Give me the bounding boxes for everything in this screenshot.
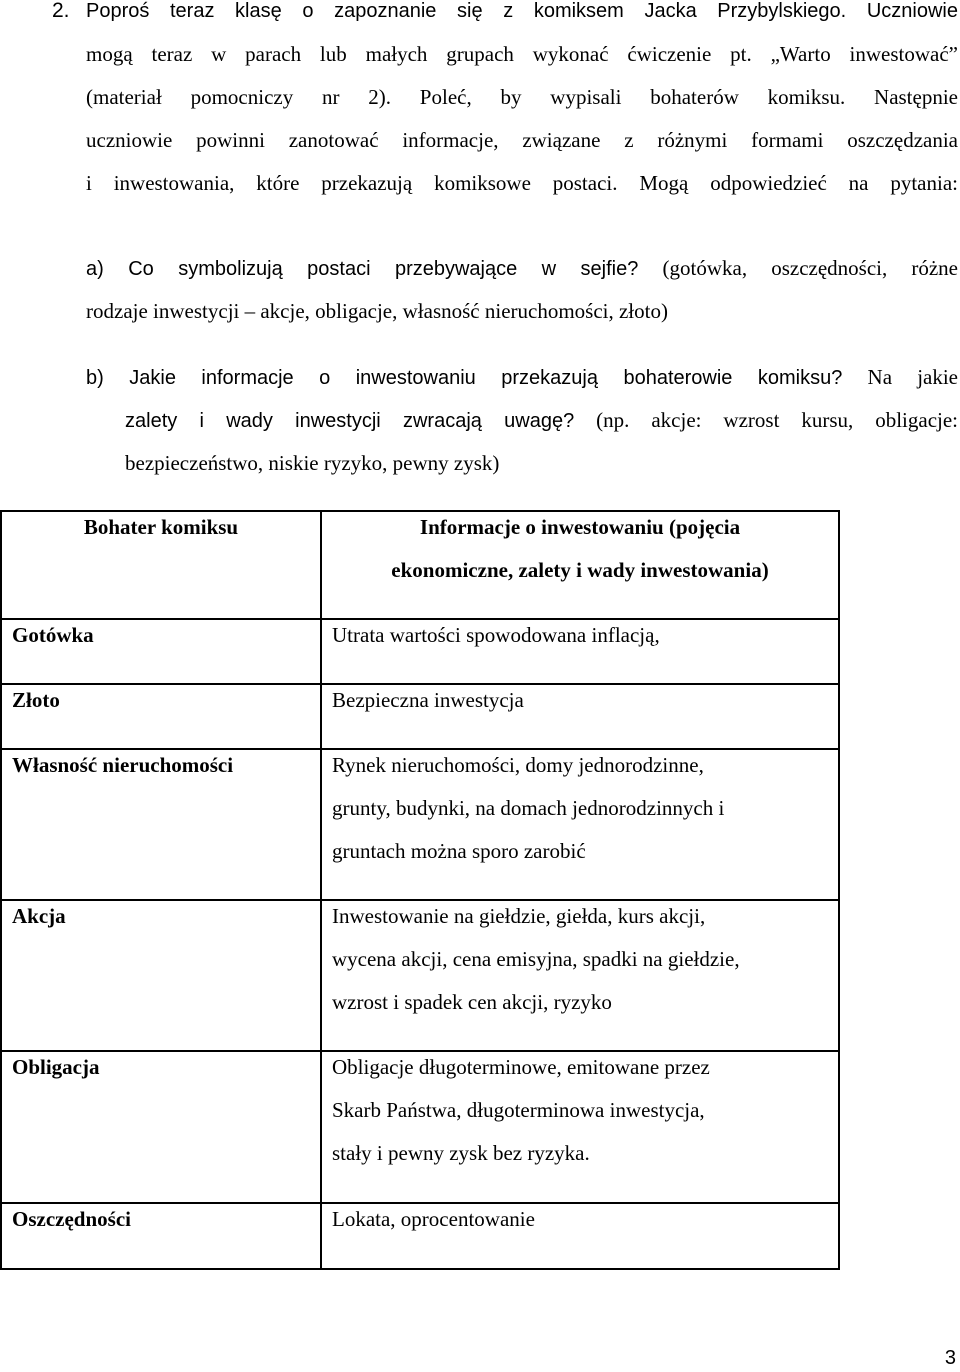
question-b-text-2: zalety i wady inwestycji zwracają uwagę? xyxy=(125,410,575,432)
question-b-line-3: bezpieczeństwo, niskie ryzyko, pewny zysk) xyxy=(125,451,500,475)
intro-line-1: Poproś teraz klasę o zapoznanie się z komiksem Jacka Przybylskiego. Uczniowie xyxy=(86,0,958,22)
question-a-hint: (gotówka, oszczędności, różne xyxy=(638,256,958,280)
question-b-text: b) Jakie informacje o inwestowaniu przekazują bohaterowie komiksu? xyxy=(86,367,843,389)
intro-line-3: (materiał pomocniczy nr 2). Poleć, by wypisali bohaterów komiksu. Następnie xyxy=(86,85,958,109)
hero-name: Akcja xyxy=(12,904,66,928)
hero-name: Oszczędności xyxy=(12,1207,131,1231)
hero-info: Obligacje długoterminowe, emitowane przez xyxy=(332,1055,710,1079)
question-b-line-2 xyxy=(125,405,958,436)
hero-name: Własność nieruchomości xyxy=(12,753,234,777)
question-b-line-1 xyxy=(86,362,958,393)
hero-info: Inwestowanie na giełdzie, giełda, kurs akcji, xyxy=(332,904,706,928)
hero-name: Gotówka xyxy=(12,623,94,647)
table-header-info-2: ekonomiczne, zalety i wady inwestowania) xyxy=(391,558,769,582)
hero-name: Złoto xyxy=(12,688,60,712)
question-a-text: a) Co symbolizują postaci przebywające w sejfie? xyxy=(86,258,639,280)
hero-info: Skarb Państwa, długoterminowa inwestycja, xyxy=(332,1098,705,1122)
page-number: 3 xyxy=(944,1347,956,1369)
intro-line-5: i inwestowania, które przekazują komiksowe postaci. Mogą odpowiedzieć na pytania: xyxy=(86,171,958,195)
question-a-line-2: rodzaje inwestycji – akcje, obligacje, własność nieruchomości, złoto) xyxy=(86,299,668,323)
intro-line-2: mogą teraz w parach lub małych grupach wykonać ćwiczenie pt. „Warto inwestować” xyxy=(86,42,958,66)
question-b-continuation: Na jakie xyxy=(842,365,958,389)
hero-info: Lokata, oprocentowanie xyxy=(332,1207,535,1231)
table-header-info-1: Informacje o inwestowaniu (pojęcia xyxy=(419,515,741,539)
table-border-left xyxy=(0,510,2,1270)
table-border-bottom xyxy=(0,1268,840,1270)
question-a-line-1 xyxy=(86,253,958,284)
table-column-divider xyxy=(320,510,322,1270)
hero-info: wycena akcji, cena emisyjna, spadki na giełdzie, xyxy=(332,947,740,971)
hero-info: wzrost i spadek cen akcji, ryzyko xyxy=(332,990,612,1014)
intro-line-4: uczniowie powinni zanotować informacje, związane z różnymi formami oszczędzania xyxy=(86,128,958,152)
hero-info: stały i pewny zysk bez ryzyka. xyxy=(332,1141,590,1165)
hero-info: Utrata wartości spowodowana inflacją, xyxy=(332,623,660,647)
hero-info: Bezpieczna inwestycja xyxy=(332,688,524,712)
hero-info: grunty, budynki, na domach jednorodzinnych i xyxy=(332,796,725,820)
hero-info: Rynek nieruchomości, domy jednorodzinne, xyxy=(332,753,704,777)
question-b-hint: (np. akcje: wzrost kursu, obligacje: xyxy=(574,408,959,432)
hero-name: Obligacja xyxy=(12,1055,100,1079)
table-border-right xyxy=(838,510,840,1270)
table-header-hero: Bohater komiksu xyxy=(83,515,239,539)
hero-info: gruntach można sporo zarobić xyxy=(332,839,586,863)
list-number: 2. xyxy=(52,0,70,22)
